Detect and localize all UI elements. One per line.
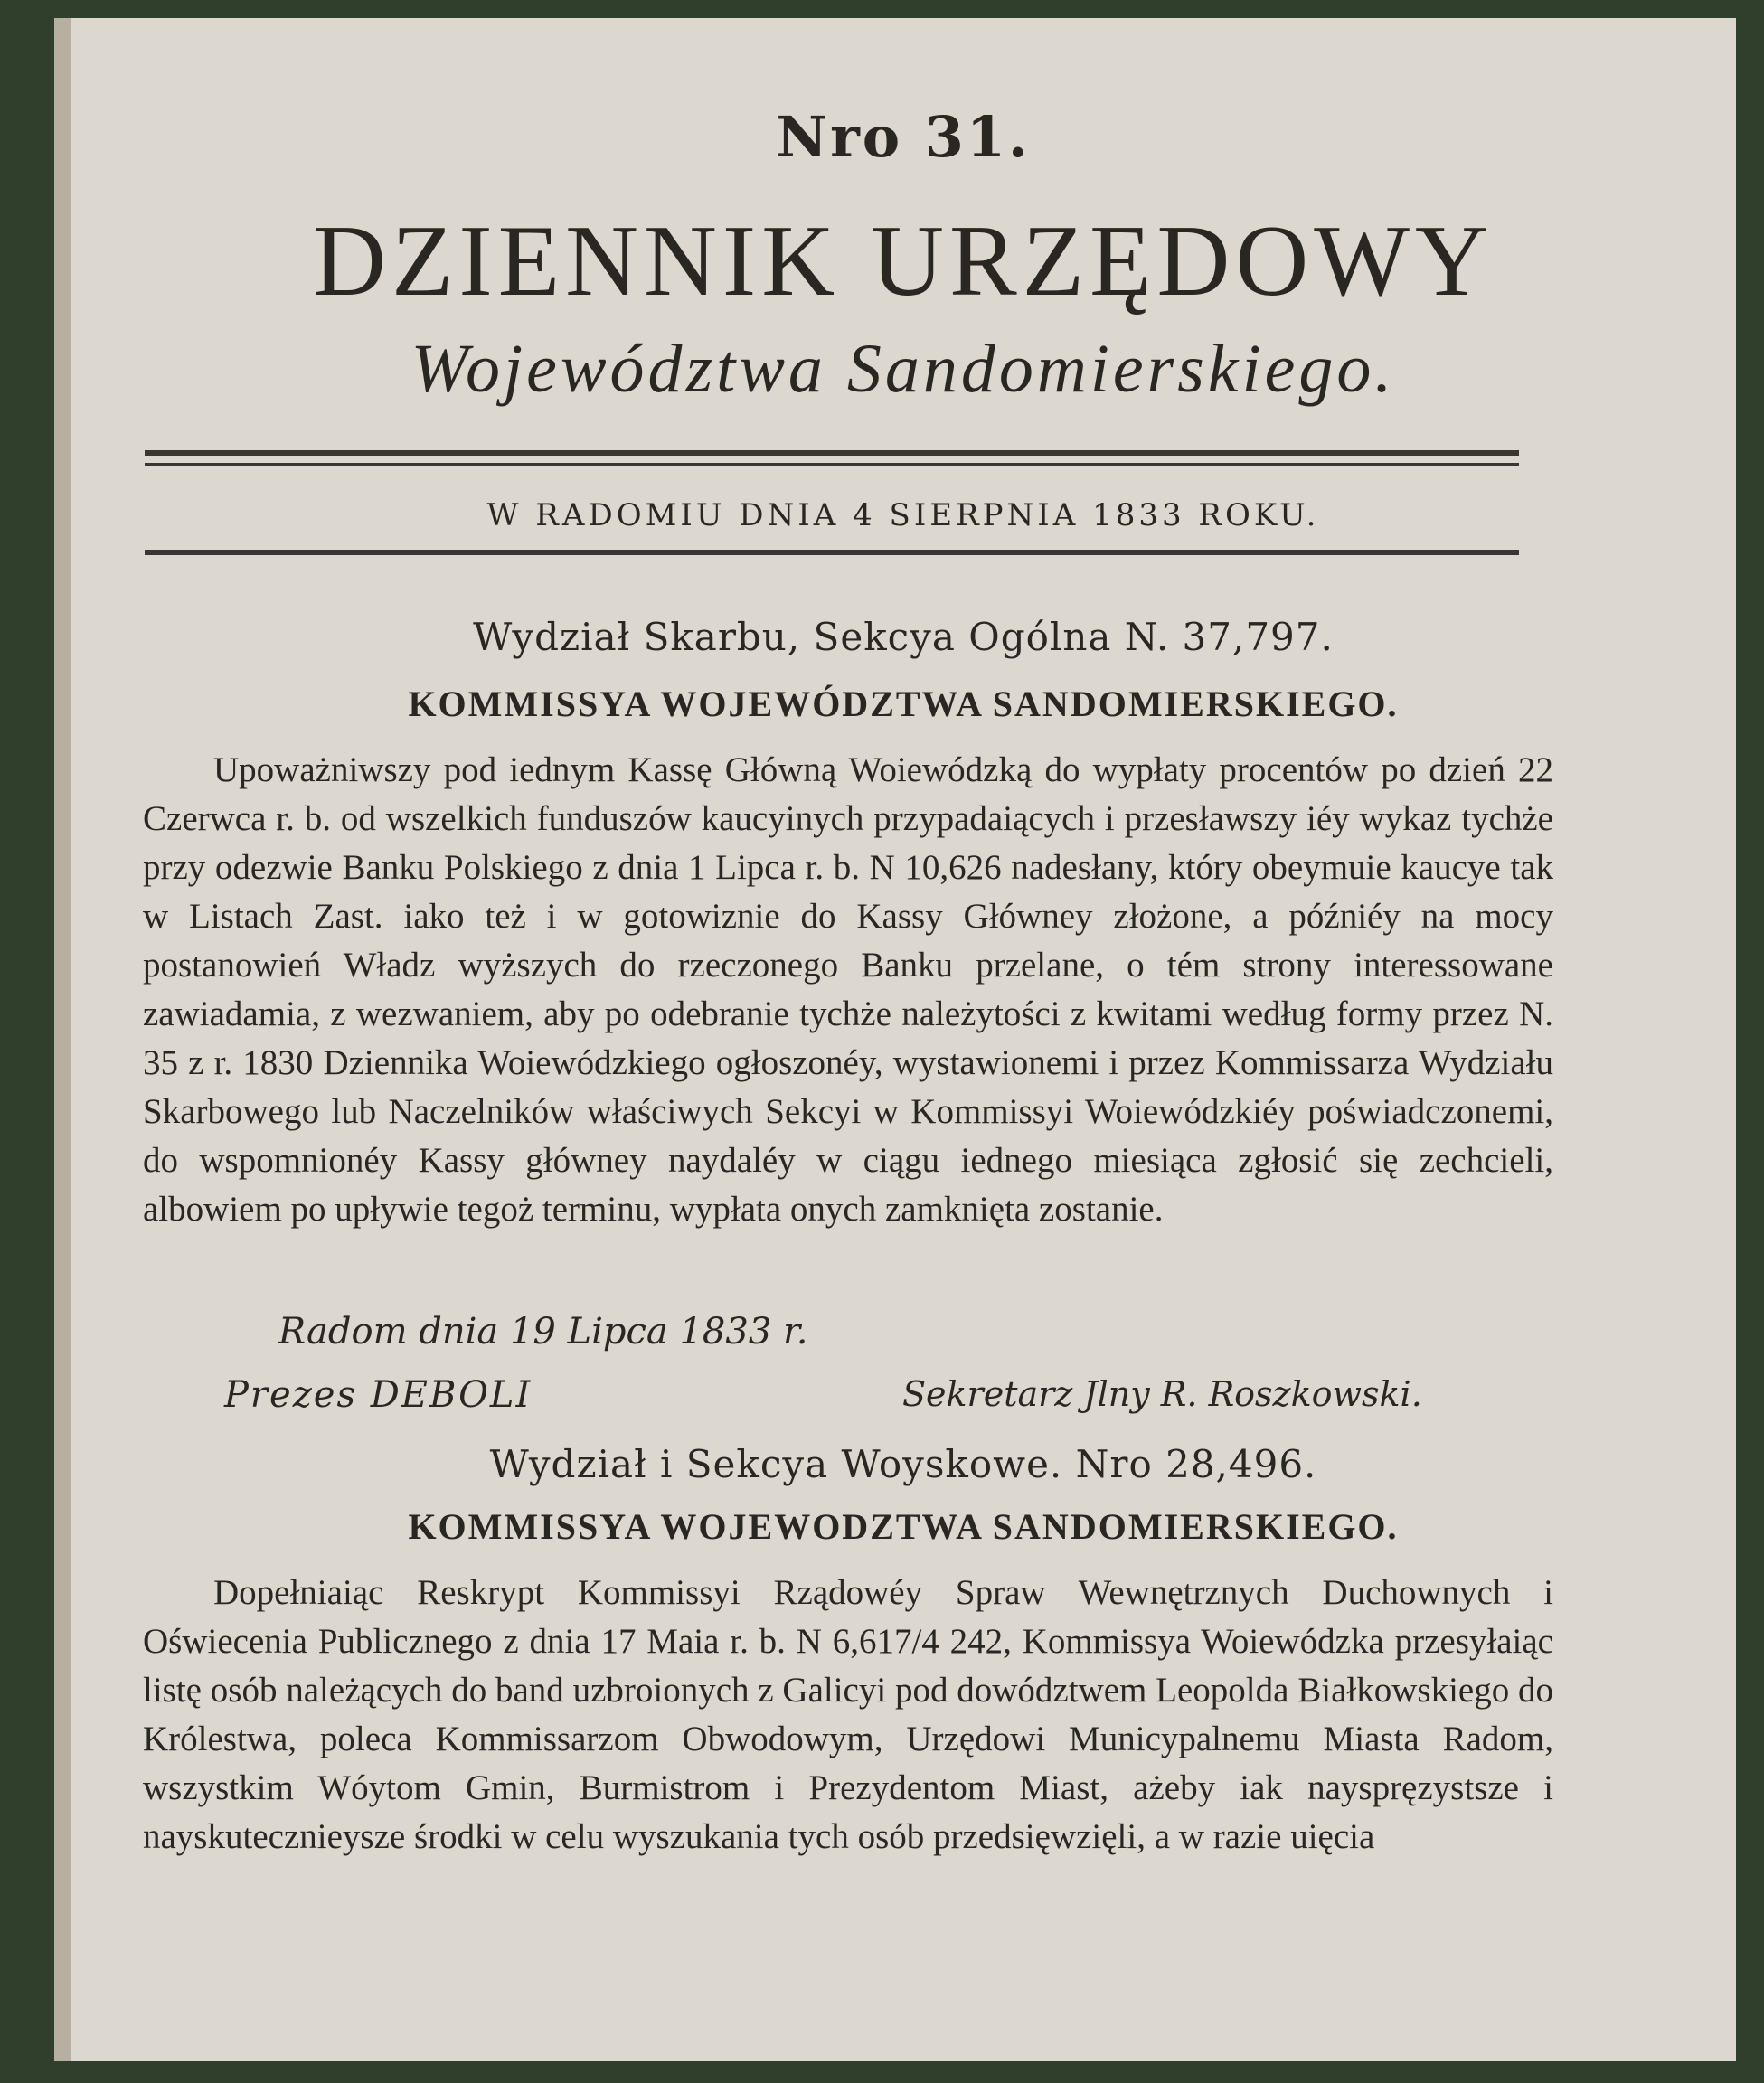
- dateline: W RADOMIU DNIA 4 SIERPNIA 1833 ROKU.: [486, 497, 1320, 533]
- section-2-department: Wydział i Sekcya Woyskowe. Nro 28,496.: [489, 1442, 1317, 1486]
- section-2-body: [143, 1569, 1553, 1862]
- section-2-body-text: Dopełniaiąc Reskrypt Kommissyi Rządowéy Spraw Wewnętrznych Duchownych i Oświecenia Publicznego z dnia 17 Maia r. b. N 6,617/4 242, Kommissya Woiewódzka przesyłaiąc listę osób należących do band uzbroionych z Galicyi pod dowództwem Leopolda Białkowskiego do Królestwa, poleca Kommissarzom Obwodowym, Urzędowi Municypalnemu Miasta Radom, wszystkim Wóytom Gmin, Burmistrom i Prezydentom Miast, ażeby iak nayspręzystsze i nayskutecznieysze środki w celu wyszukania tych osób przedsięwzięli, a w razie uięcia: [143, 1573, 1553, 1856]
- section-1-authority: KOMMISSYA WOJEWÓDZTWA SANDOMIERSKIEGO.: [408, 683, 1399, 724]
- masthead-title: DZIENNIK URZĘDOWY: [313, 205, 1494, 317]
- section-1-signature-right: Sekretarz Jlny R. Roszkowski.: [902, 1374, 1422, 1414]
- header-rule-top-thin: [145, 463, 1519, 466]
- issue-number: Nro 31.: [776, 104, 1031, 170]
- document-page: [54, 18, 1736, 2061]
- section-1-place-date: Radom dnia 19 Lipca 1833 r.: [278, 1311, 808, 1353]
- section-1-department: Wydział Skarbu, Sekcya Ogólna N. 37,797.: [473, 615, 1334, 659]
- masthead-subtitle: Województwa Sandomierskiego.: [410, 331, 1396, 407]
- section-2-authority: KOMMISSYA WOJEWODZTWA SANDOMIERSKIEGO.: [408, 1506, 1399, 1547]
- header-rule-top: [145, 450, 1519, 456]
- section-1-body-text: Upoważniwszy pod iednym Kassę Główną Woiewódzką do wypłaty procentów po dzień 22 Czerwca r. b. od wszelkich funduszów kaucyinych przypadaiących i przesławszy iéy wykaz tychże przy odezwie Banku Polskiego z dnia 1 Lipca r. b. N 10,626 nadesłany, który obeymuie kaucye tak w Listach Zast. iako też i w gotowiznie do Kassy Główney złożone, a późniéy na mocy postanowień Władz wyższych do rzeczonego Banku przelane, o tém strony interessowane zawiadamia, z wezwaniem, aby po odebranie tychże należytości z kwitami według formy przez N. 35 z r. 1830 Dziennika Woiewódzkiego ogłoszonéy, wystawionemi i przez Kommissarza Wydziału Skarbowego lub Naczelników właściwych Sekcyi w Kommissyi Woiewódzkiéy poświadczonemi, do wspomnionéy Kassy główney naydaléy w ciągu iednego miesiąca zgłosić się zechcieli, albowiem po upływie tegoż terminu, wypłata onych zamknięta zostanie.: [143, 750, 1553, 1229]
- section-1-body: [143, 746, 1553, 1234]
- header-rule-bottom: [145, 550, 1519, 555]
- section-1-signature-left: Prezes DEBOLI: [224, 1374, 533, 1416]
